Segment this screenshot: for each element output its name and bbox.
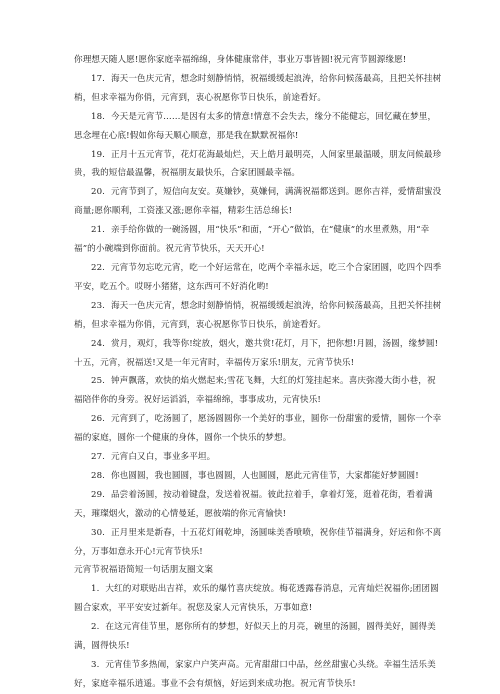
- paragraph: [74, 372, 444, 410]
- paragraph-number: 20.: [91, 187, 105, 198]
- paragraph: [74, 297, 444, 335]
- paragraph: [74, 146, 444, 184]
- paragraph-number: 30.: [91, 527, 105, 538]
- paragraph-number: 23.: [91, 300, 105, 311]
- paragraph-text: 海天一色庆元宵，想念时刻静悄悄，祝福缓缓起浪涛，给你问候荡最高，且把关怀挂树梢，但求幸福为你俏，元宵到，衷心祝愿你节日快乐，前途看好。: [74, 73, 442, 103]
- paragraph-number: 3.: [91, 660, 100, 670]
- section-heading: [74, 561, 444, 580]
- paragraph-text: 在这元宵佳节里，愿你所有的梦想，好似天上的月亮，碗里的汤圆，圆得美好，圆得美满，圆得快乐!: [74, 622, 436, 652]
- paragraph-text: 赏月，观灯，我等你!绽放，烟火，邀共赏!花灯，月下，把你想!月圆，汤圆，缘梦圆!十五，元宵，祝福送!又是一年元宵时，幸福传万家乐!朋友，元宵节快乐!: [74, 338, 439, 368]
- paragraph-number: 28.: [91, 470, 105, 481]
- paragraph-number: 29.: [91, 489, 105, 500]
- paragraph-text: 元宵白又白，事业多平坦。: [110, 452, 216, 463]
- paragraph: [74, 618, 444, 656]
- paragraph: [74, 486, 444, 524]
- paragraph-text: 大红的对联贴出吉祥，欢乐的爆竹喜庆绽放。梅花透露春消息，元宵灿烂祝福你;团团圆圆合家欢，平平安安过新年。祝您及家人元宵快乐，万事如意!: [74, 584, 439, 614]
- paragraph-number: 19.: [91, 149, 105, 160]
- paragraph-text: 品尝着汤圆，按动着键盘，发送着祝福。彼此拉着手，拿着灯笼，逛着花街，看着满天，璀璨烟火，激动的心情曼延，愿彼端的你元宵愉快!: [74, 489, 433, 519]
- paragraph-number: 24.: [91, 338, 105, 349]
- paragraph-text: 元宵节勿忘吃元宵，吃一个好运常在，吃两个幸福永远，吃三个合家团圆，吃四个四季平安，吃五个。哎呀小猪猪，这东西可不好消化哟!: [74, 262, 442, 292]
- paragraph-number: 26.: [91, 414, 105, 425]
- paragraph-number: 27.: [91, 452, 105, 463]
- paragraph-number: 25.: [91, 376, 105, 387]
- paragraph: [74, 448, 444, 467]
- paragraph-text: 钟声飘落，欢快的焰火燃起来;雪花飞舞，大红的灯笼挂起来。喜庆弥漫大街小巷，祝福陪伴你的身旁。祝好运滔滔，幸福绵绵，事事成功，元宵快乐!: [74, 376, 436, 406]
- paragraph-text: 正月十五元宵节，花灯花海最灿烂，天上皓月最明亮，人间家里最温暖，朋友问候最珍贵，我的短信最温馨，祝福朋友最快乐，合家团圆最幸福。: [74, 149, 442, 179]
- paragraph: [74, 259, 444, 297]
- document-body: [74, 51, 444, 694]
- paragraph: [74, 70, 444, 108]
- paragraph-text: 你也圆圆，我也圆圆，事也圆圆，人也圆圆，愿此元宵佳节，大家都能好梦圆圆!: [110, 470, 419, 481]
- paragraph-number: 1.: [91, 584, 100, 595]
- paragraph-text: 正月里来是新春，十五花灯闹乾坤，汤圆味美香喷喷，祝你佳节福满身，好运和你不离分，万事如意永开心!元宵节快乐!: [74, 527, 442, 557]
- paragraph-text: 元宵佳节多热闹，家家户户笑声高。元宵甜甜口中品，丝丝甜蜜心头绕。幸福生活乐美好，家庭幸福乐逍遥。事业不会有烦恼，好运到来成功抱。祝元宵节快乐!: [74, 660, 436, 689]
- paragraph-text: 元宵到了，吃汤圆了，愿汤圆圆你一个美好的事业，圆你一份甜蜜的爱情，圆你一个幸福的家庭，圆你一个健康的身体，圆你一个快乐的梦想。: [74, 414, 442, 444]
- paragraph: [74, 108, 444, 146]
- paragraph: [74, 467, 444, 486]
- paragraph-text: 亲手给你做的一碗汤圆，用“快乐”和面，“开心”做馅，在“健康”的水里煮熟，用“幸福”的小碗端到你面前。祝元宵节快乐，天天开心!: [74, 225, 430, 255]
- paragraph-number: 17.: [91, 73, 105, 84]
- paragraph-text: 今天是元宵节……是因有太多的情意!情意不会失去，缘分不能健忘，回忆藏在梦里，思念埋在心底!假如你每天顺心顺意，那是我在默默祝福你!: [74, 111, 437, 141]
- paragraph: [74, 580, 444, 618]
- paragraph-text: 元宵节祝福语简短一句话朋友圈文案: [74, 565, 214, 576]
- paragraph: [74, 656, 444, 694]
- paragraph: [74, 221, 444, 259]
- paragraph: [74, 335, 444, 373]
- paragraph: [74, 410, 444, 448]
- paragraph: [74, 183, 444, 221]
- paragraph-number: 21.: [91, 225, 105, 236]
- paragraph-text: 海天一色庆元宵，想念时刻静悄悄，祝福缓缓起浪涛，给你问候荡最高，且把关怀挂树梢，但求幸福为你俏，元宵到，衷心祝愿你节日快乐，前途看好。: [74, 300, 442, 330]
- paragraph-number: 18.: [91, 111, 105, 122]
- paragraph-number: 2.: [91, 622, 100, 633]
- document-page: [0, 51, 500, 689]
- paragraph-text: 你理想天随人愿!愿你家庭幸福绵绵，身体健康常伴，事业万事皆圆!祝元宵节圆源缘愿!: [74, 55, 407, 65]
- paragraph: [74, 51, 444, 70]
- paragraph: [74, 524, 444, 562]
- paragraph-text: 元宵节到了，短信向友安。莫嫌钞，莫嫌伺，满满祝福都送到。愿你吉祥，爱情甜蜜没商量;愿你顺利，工资涨又涨;愿你幸福，精彩生活总绵长!: [74, 187, 442, 217]
- paragraph-number: 22.: [91, 262, 105, 273]
